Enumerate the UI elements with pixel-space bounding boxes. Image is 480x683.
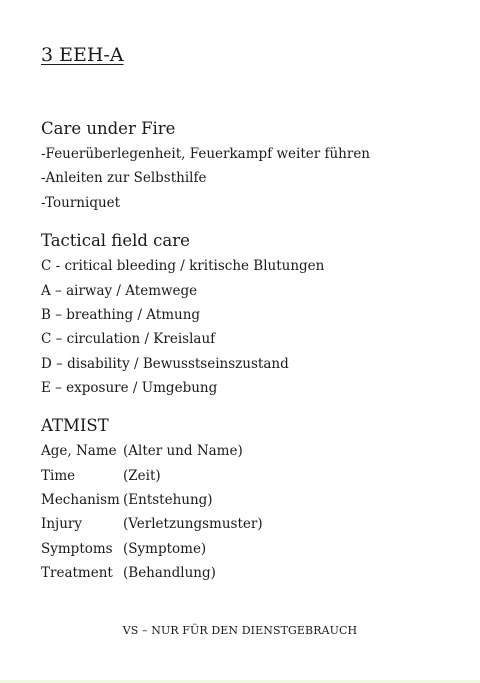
atmist-label: Age, Name (41, 443, 117, 459)
atmist-value: (Entstehung) (123, 492, 213, 508)
tactical-field-care-heading: Tactical field care (41, 231, 190, 250)
care-under-fire-item-2: -Anleiten zur Selbsthilfe (41, 170, 207, 186)
atmist-heading: ATMIST (41, 416, 109, 435)
tfc-item-circulation: C – circulation / Kreislauf (41, 331, 216, 347)
atmist-value: (Behandlung) (123, 565, 216, 581)
tfc-item-breathing: B – breathing / Atmung (41, 307, 201, 323)
care-under-fire-heading: Care under Fire (41, 119, 176, 138)
tfc-item-c-bleeding: C - critical bleeding / kritische Blutungen (41, 258, 325, 274)
atmist-row-time (41, 468, 441, 488)
atmist-row-injury (41, 516, 441, 536)
care-under-fire-item-1: -Feuerüberlegenheit, Feuerkampf weiter führen (41, 146, 370, 162)
atmist-row-age (41, 443, 441, 463)
atmist-row-mechanism (41, 492, 441, 512)
atmist-label: Injury (41, 516, 82, 532)
atmist-value: (Zeit) (123, 468, 161, 484)
tfc-item-exposure: E – exposure / Umgebung (41, 380, 218, 396)
atmist-value: (Verletzungsmuster) (123, 516, 263, 532)
atmist-value: (Alter und Name) (123, 443, 243, 459)
page-title: 3 EEH-A (41, 44, 124, 66)
tfc-item-disability: D – disability / Bewusstseinszustand (41, 356, 289, 372)
atmist-row-treatment (41, 565, 441, 585)
atmist-row-symptoms (41, 541, 441, 561)
classification-footer: VS – NUR FÜR DEN DIENSTGEBRAUCH (122, 624, 358, 637)
tfc-item-airway: A – airway / Atemwege (41, 283, 198, 299)
atmist-label: Time (41, 468, 76, 484)
atmist-label: Treatment (41, 565, 113, 581)
atmist-label: Mechanism (41, 492, 120, 508)
atmist-label: Symptoms (41, 541, 113, 557)
atmist-value: (Symptome) (123, 541, 207, 557)
care-under-fire-item-3: -Tourniquet (41, 195, 121, 211)
